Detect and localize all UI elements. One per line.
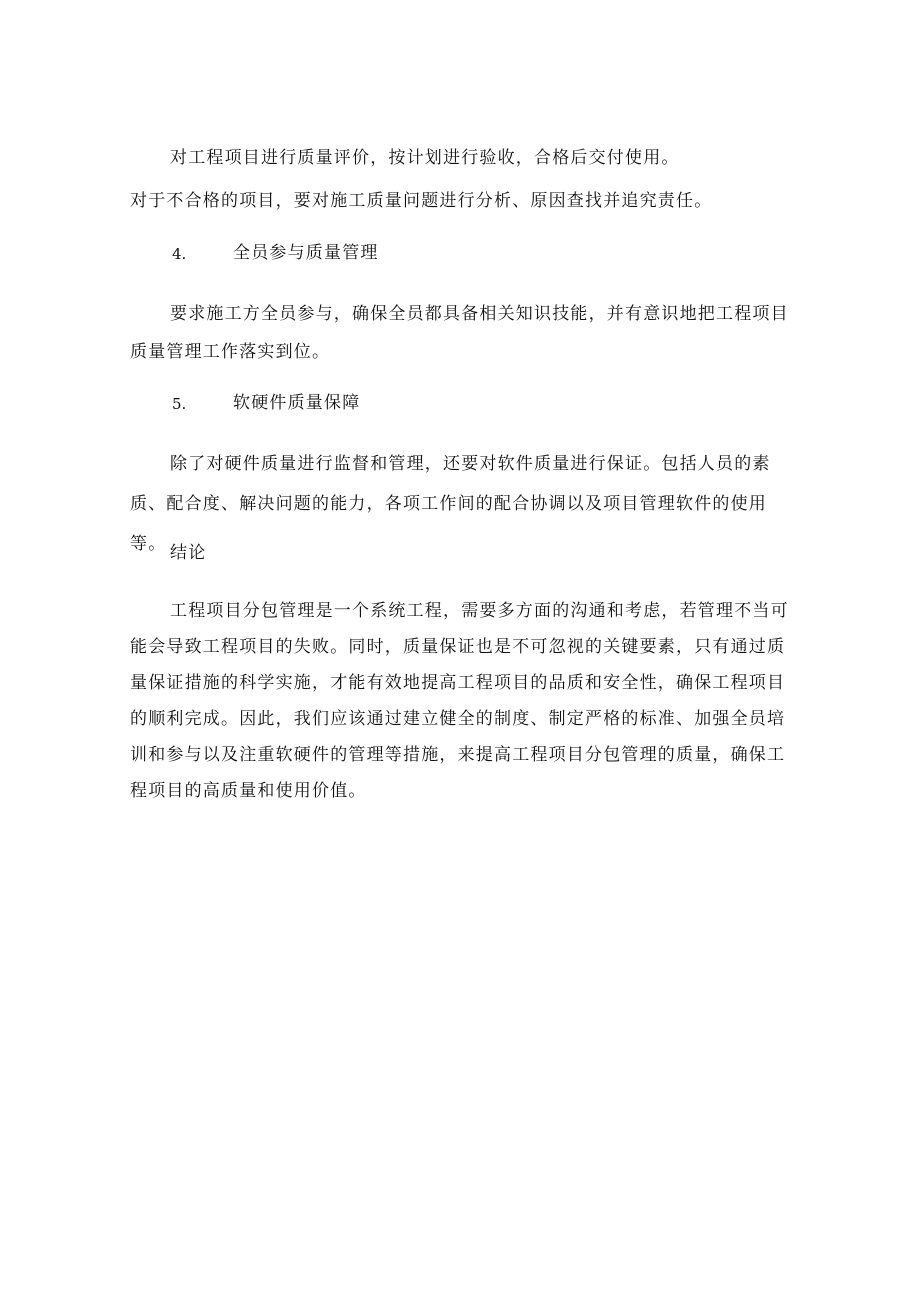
paragraph-conclusion: 工程项目分包管理是一个系统工程，需要多方面的沟通和考虑，若管理不当可能会导致工程项目的失败。同时，质量保证也是不可忽视的关键要素，只有通过质量保证措施的科学实施，才能有效地提高工程项目的品质和安全性，确保工程项目的顺利完成。因此，我们应该通过建立健全的制度、制定严格的标准、加强全员培训和参与以及注重软硬件的管理等措施，来提高工程项目分包管理的质量，确保工程项目的高质量和使用价值。 <box>130 601 789 801</box>
section-4-number: 4. <box>172 245 187 263</box>
section-4-heading: 全员参与质量管理 <box>233 243 379 263</box>
paragraph-unqualified-projects: 对于不合格的项目，要对施工质量问题进行分析、原因查找并追究责任。 <box>130 191 713 211</box>
paragraph-quality-evaluation: 对工程项目进行质量评价，按计划进行验收，合格后交付使用。 <box>170 148 680 168</box>
paragraph-software-hardware: 除了对硬件质量进行监督和管理，还要对软件质量进行保证。包括人员的素质、配合度、解决问题的能力，各项工作间的配合协调以及项目管理软件的使用等。 <box>130 454 771 554</box>
section-5-heading: 软硬件质量保障 <box>233 393 361 413</box>
conclusion-heading: 结论 <box>170 543 207 563</box>
section-5-number: 5. <box>172 395 187 413</box>
paragraph-full-participation: 要求施工方全员参与，确保全员都具备相关知识技能，并有意识地把工程项目质量管理工作落实到位。 <box>130 304 789 362</box>
